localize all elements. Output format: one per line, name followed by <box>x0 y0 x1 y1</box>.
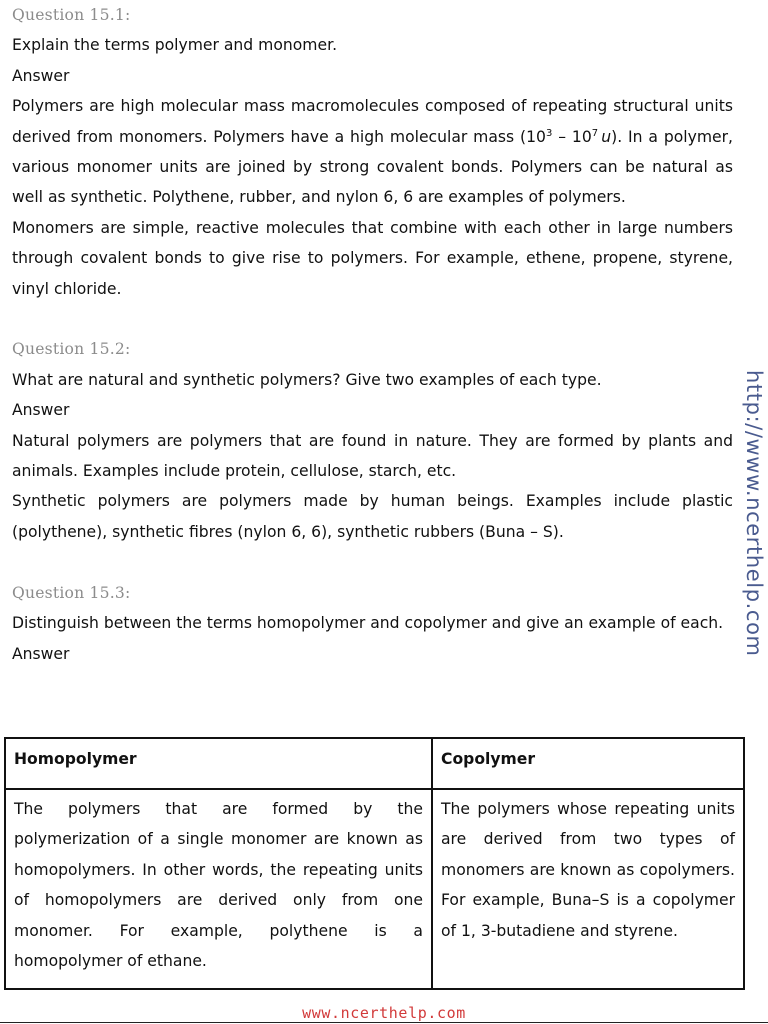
comparison-table-wrapper <box>4 737 743 990</box>
answer-text: – 10 <box>552 127 592 146</box>
question-title: Question 15.2: <box>12 340 131 359</box>
answer-label: Answer <box>12 401 70 420</box>
answer-paragraph: Natural polymers are polymers that are found in nature. They are formed by plants and animals. Examples include protein, cellulose, starch, etc. <box>12 431 733 481</box>
document-body <box>12 0 733 669</box>
question-title: Question 15.3: <box>12 583 131 602</box>
table-cell: The polymers that are formed by the polymerization of a single monomer are known as homopolymers. In other words, the repeating units of homopolymers are derived only from one monomer. For example, polythene is a homopolymer of ethane. <box>5 789 432 989</box>
answer-label: Answer <box>12 644 70 663</box>
table-header-cell: Copolymer <box>432 738 744 789</box>
answer-text: ). In a polymer, various monomer units are joined by strong covalent bonds. Polymers can be natural as well as synthetic. Polythene, rubber, and nylon 6, 6 are examples of polymers. <box>12 127 733 207</box>
question-text: Explain the terms polymer and monomer. <box>12 36 338 55</box>
question-title: Question 15.1: <box>12 6 131 24</box>
footer-divider <box>0 1022 768 1023</box>
table-header-cell: Homopolymer <box>5 738 432 789</box>
comparison-table <box>4 737 745 990</box>
question-text: Distinguish between the terms homopolymer and copolymer and give an example of each. <box>12 614 724 633</box>
watermark-link[interactable]: http://www.ncerthelp.com <box>742 370 766 657</box>
exponent: 7 <box>591 127 599 139</box>
answer-paragraph: Monomers are simple, reactive molecules that combine with each other in large numbers through covalent bonds to give rise to polymers. For example, ethene, propene, styrene, vinyl chloride. <box>12 218 733 298</box>
exponent: 3 <box>545 127 553 139</box>
spacer <box>12 304 733 334</box>
answer-label: Answer <box>12 66 70 85</box>
answer-paragraph: Synthetic polymers are polymers made by human beings. Examples include plastic (polythene), synthetic fibres (nylon 6, 6), synthetic rubbers (Buna – S). <box>12 492 733 541</box>
table-header-row <box>5 738 744 789</box>
table-cell: The polymers whose repeating units are derived from two types of monomers are known as copolymers. For example, Buna–S is a copolymer of 1, 3-butadiene and styrene. <box>432 789 744 989</box>
unit-symbol: u <box>601 127 612 146</box>
table-row <box>5 789 744 989</box>
footer-link[interactable]: www.ncerthelp.com <box>302 1004 466 1022</box>
answer-text: Polymers are high molecular mass macromolecules composed of repeating structural units derived from monomers. Polymers have a high molecular mass (10 <box>12 97 733 146</box>
question-text: What are natural and synthetic polymers? Give two examples of each type. <box>12 370 602 389</box>
answer-paragraph <box>12 91 733 213</box>
spacer <box>12 547 733 577</box>
